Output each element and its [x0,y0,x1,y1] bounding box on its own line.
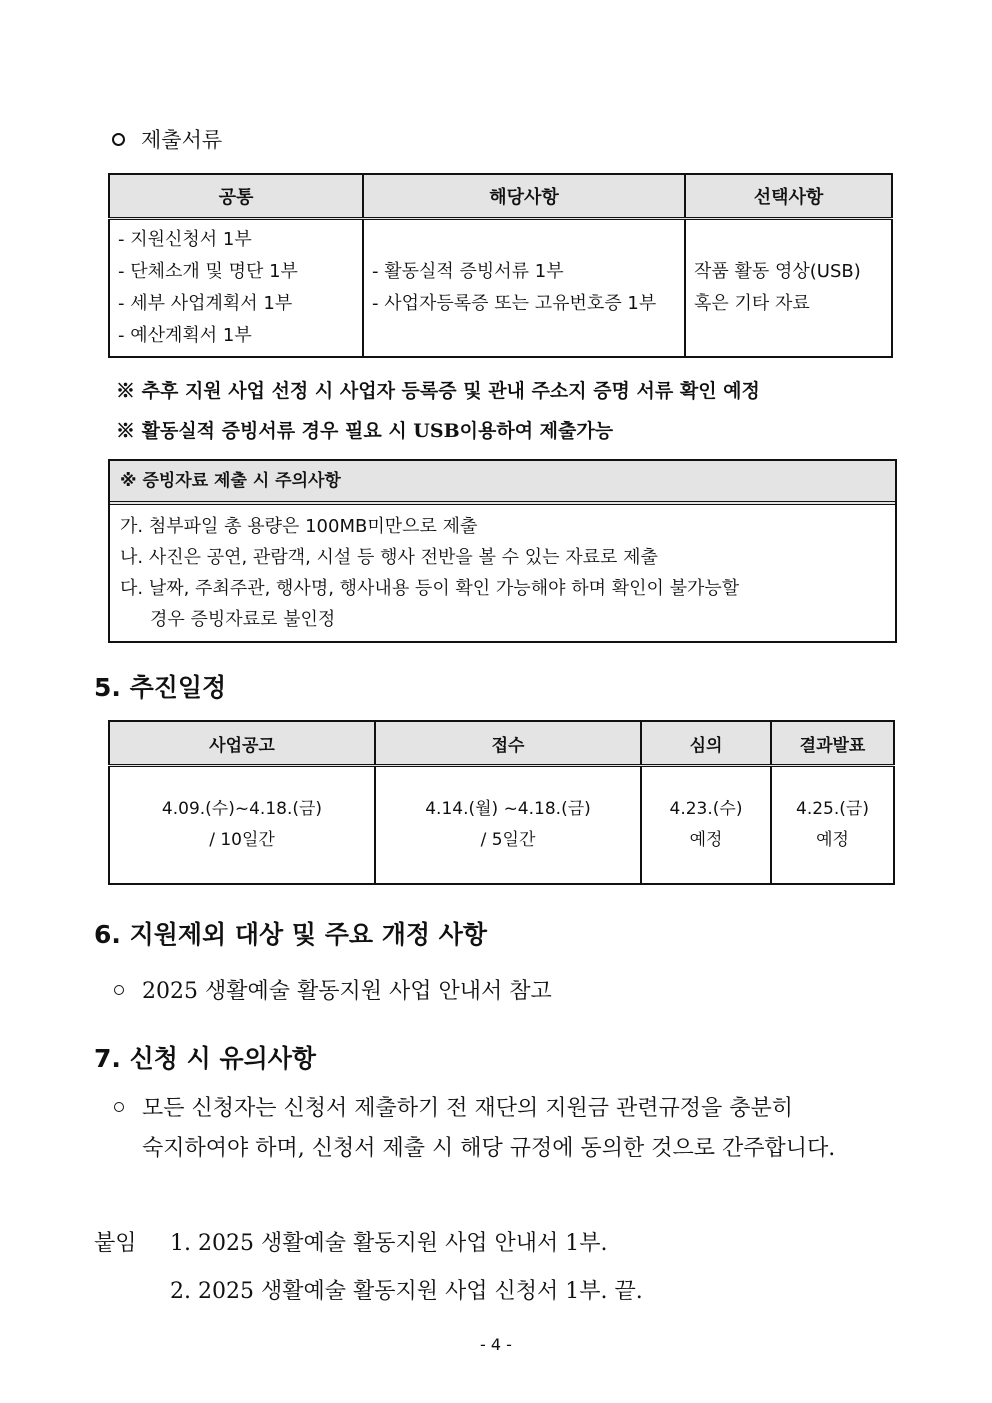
section-heading-cautions: 7. 신청 시 유의사항 [94,1044,317,1073]
evidence-caution-box [108,459,897,643]
attachment-item: 2. 2025 생활예술 활동지원 사업 신청서 1부. 끝. [170,1279,643,1304]
optional-doc-item: 작품 활동 영상(USB) [694,261,861,282]
schedule-cell-review: 4.23.(수) 예정 [641,766,771,885]
header-review: 심의 [641,721,771,766]
circle-bullet-icon [114,1102,124,1112]
circle-bullet-icon [112,133,125,146]
section-heading-schedule: 5. 추진일정 [94,673,227,702]
header-result: 결과발표 [771,721,894,766]
header-optional: 선택사항 [685,174,892,219]
caution-item: 경우 증빙자료로 불인정 [150,609,336,630]
applicable-docs-cell [363,219,685,358]
section-heading-exclusion: 6. 지원제외 대상 및 주요 개정 사항 [94,920,488,949]
common-doc-item: - 세부 사업계획서 1부 [118,293,293,314]
caution-title: ※ 증빙자료 제출 시 주의사항 [110,461,895,505]
note-line: ※ 활동실적 증빙서류 경우 필요 시 USB이용하여 제출가능 [116,420,614,442]
submission-docs-table [108,173,893,358]
note-line: ※ 추후 지원 사업 선정 시 사업자 등록증 및 관내 주소지 증명 서류 확인 예정 [116,380,760,402]
caution-item: 나. 사진은 공연, 관람객, 시설 등 행사 전반을 볼 수 있는 자료로 제출 [120,547,658,568]
attachments-label: 붙임 [94,1231,137,1256]
optional-doc-item: 혹은 기타 자료 [694,293,810,314]
header-applicable: 해당사항 [363,174,685,219]
optional-docs-cell [685,219,892,358]
cautions-line-2: 숙지하여야 하며, 신청서 제출 시 해당 규정에 동의한 것으로 간주합니다. [142,1136,836,1161]
applicable-doc-item: - 활동실적 증빙서류 1부 [372,261,564,282]
header-announcement: 사업공고 [109,721,375,766]
schedule-cell-receipt: 4.14.(월) ~4.18.(금) / 5일간 [375,766,641,885]
attachment-item: 1. 2025 생활예술 활동지원 사업 안내서 1부. [170,1231,608,1256]
common-doc-item: - 지원신청서 1부 [118,229,252,250]
applicable-doc-item: - 사업자등록증 또는 고유번호증 1부 [372,293,657,314]
schedule-cell-announcement: 4.09.(수)~4.18.(금) / 10일간 [109,766,375,885]
common-doc-item: - 단체소개 및 명단 1부 [118,261,298,282]
header-common: 공통 [109,174,363,219]
schedule-table [108,720,895,885]
circle-bullet-icon [114,985,124,995]
schedule-cell-result: 4.25.(금) 예정 [771,766,894,885]
caution-item: 다. 날짜, 주최주관, 행사명, 행사내용 등이 확인 가능해야 하며 확인이 불가능할 [120,578,740,599]
common-doc-item: - 예산계획서 1부 [118,325,252,346]
exclusion-line: 2025 생활예술 활동지원 사업 안내서 참고 [114,974,552,1005]
common-docs-cell [109,219,363,358]
submission-heading: 제출서류 [112,124,222,154]
caution-item: 가. 첨부파일 총 용량은 100MB미만으로 제출 [120,516,478,537]
header-receipt: 접수 [375,721,641,766]
page-number: - 4 - [480,1335,512,1354]
cautions-line-1: 모든 신청자는 신청서 제출하기 전 재단의 지원금 관련규정을 충분히 [114,1091,793,1122]
